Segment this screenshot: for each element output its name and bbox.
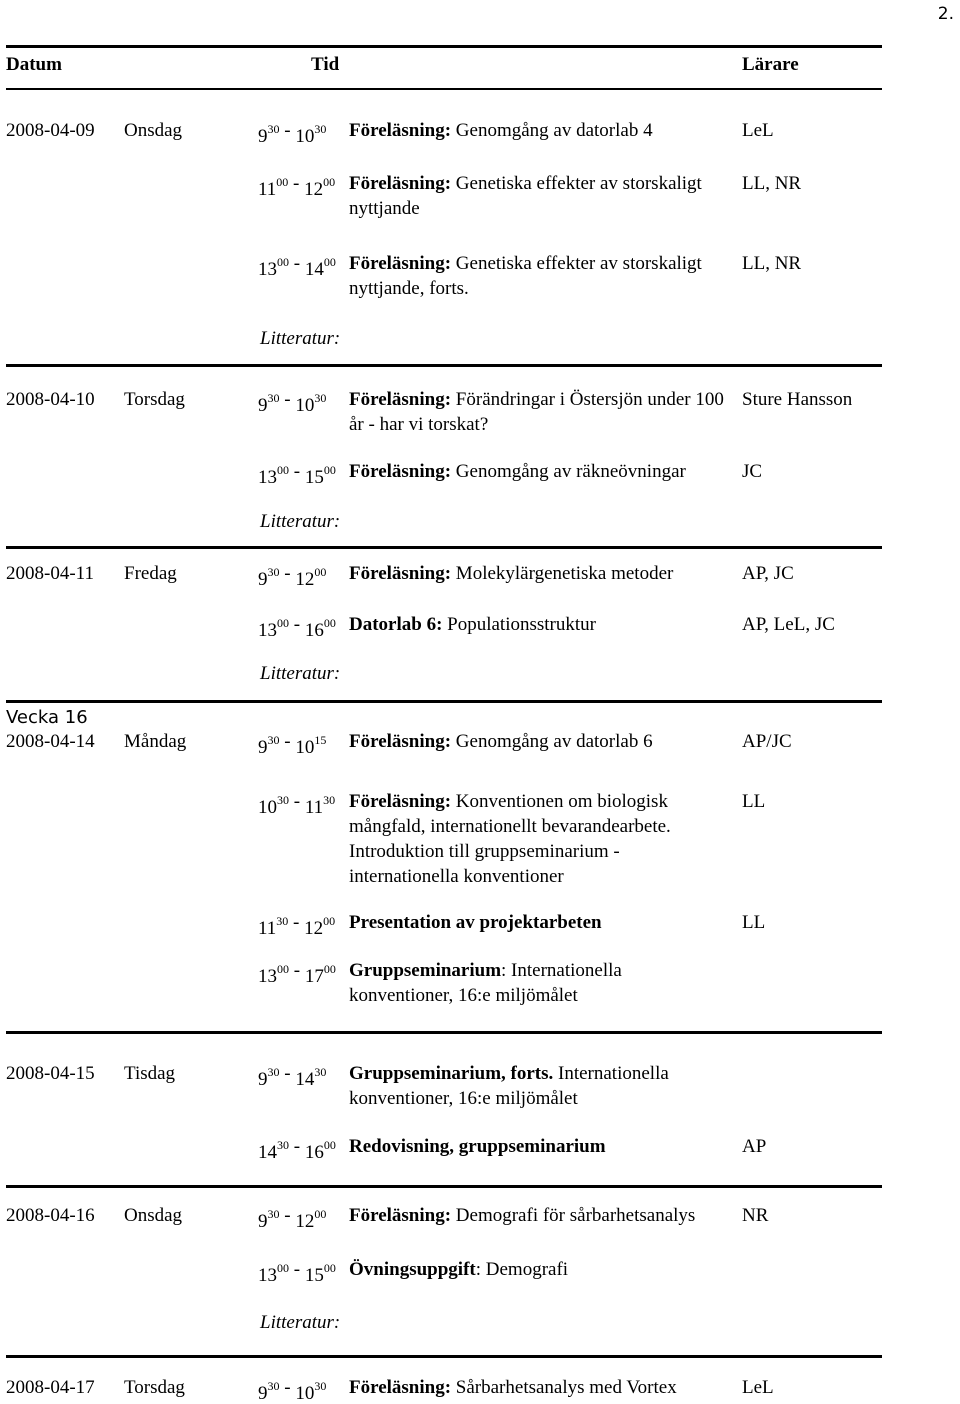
day-weekday: Onsdag	[124, 120, 183, 141]
session-time: $13^{00} - 16^{00}$	[258, 614, 336, 641]
page-number: 2.	[937, 4, 954, 24]
day-divider	[6, 546, 882, 549]
day-weekday: Onsdag	[124, 1205, 183, 1226]
header-top-rule	[6, 45, 882, 48]
session-description: Föreläsning: Förändringar i Östersjön under 100 år - har vi torskat?	[349, 389, 724, 435]
session-description: Föreläsning: Sårbarhetsanalys med Vortex	[349, 1377, 677, 1398]
session-description: Föreläsning: Konventionen om biologisk mångfald, internationellt bevarandearbete. Introduktion till gruppseminarium - internationella konventioner	[349, 791, 671, 887]
session-teacher: LL, NR	[742, 173, 802, 194]
session-time: $9^{30} - 10^{30}$	[258, 120, 327, 147]
session-time: $9^{30} - 10^{30}$	[258, 1377, 327, 1404]
day-divider	[6, 1185, 882, 1188]
session-description: Föreläsning: Genetiska effekter av storskaligt nyttjande, forts.	[349, 253, 702, 299]
session-time: $11^{30} - 12^{00}$	[258, 912, 336, 939]
session-description: Föreläsning: Molekylärgenetiska metoder	[349, 563, 674, 584]
day-weekday: Fredag	[124, 563, 177, 584]
session-time: $9^{30} - 10^{15}$	[258, 731, 327, 758]
day-date: 2008-04-17	[6, 1377, 95, 1398]
session-description: Datorlab 6: Populationsstruktur	[349, 614, 596, 635]
session-time: $13^{00} - 15^{00}$	[258, 1259, 336, 1286]
literature-label: Litteratur:	[260, 328, 341, 349]
session-teacher: LL	[742, 791, 766, 812]
session-teacher: LeL	[742, 1377, 774, 1398]
session-description: Föreläsning: Genomgång av datorlab 4	[349, 120, 653, 141]
day-divider	[6, 700, 882, 703]
literature-label: Litteratur:	[260, 511, 341, 532]
day-divider	[6, 1355, 882, 1358]
session-description: Redovisning, gruppseminarium	[349, 1136, 606, 1157]
header-bottom-rule	[6, 88, 882, 90]
session-teacher: LL, NR	[742, 253, 802, 274]
day-date: 2008-04-11	[6, 563, 94, 584]
header-teacher: Lärare	[742, 54, 799, 75]
header-time: Tid	[311, 54, 340, 75]
session-time: $11^{00} - 12^{00}$	[258, 173, 336, 200]
session-time: $14^{30} - 16^{00}$	[258, 1136, 336, 1163]
session-teacher: LeL	[742, 120, 774, 141]
session-description: Gruppseminarium, forts. Internationella konventioner, 16:e miljömålet	[349, 1063, 669, 1109]
day-weekday: Torsdag	[124, 389, 185, 410]
day-divider	[6, 364, 882, 367]
session-teacher: LL	[742, 912, 766, 933]
day-weekday: Måndag	[124, 731, 187, 752]
session-description: Föreläsning: Demografi för sårbarhetsanalys	[349, 1205, 696, 1226]
session-time: $9^{30} - 14^{30}$	[258, 1063, 327, 1090]
session-teacher: NR	[742, 1205, 769, 1226]
session-description: Presentation av projektarbeten	[349, 912, 602, 933]
session-time: $9^{30} - 10^{30}$	[258, 389, 327, 416]
session-teacher: JC	[742, 461, 763, 482]
session-time: $10^{30} - 11^{30}$	[258, 791, 336, 818]
session-description: Övningsuppgift: Demografi	[349, 1259, 569, 1280]
day-date: 2008-04-16	[6, 1205, 95, 1226]
session-description: Gruppseminarium: Internationella konventioner, 16:e miljömålet	[349, 960, 622, 1006]
session-description: Föreläsning: Genomgång av räkneövningar	[349, 461, 686, 482]
session-description: Föreläsning: Genetiska effekter av storskaligt nyttjande	[349, 173, 702, 219]
day-date: 2008-04-10	[6, 389, 95, 410]
session-teacher: AP, JC	[742, 563, 794, 584]
session-time: $13^{00} - 14^{00}$	[258, 253, 336, 280]
session-teacher: AP, LeL, JC	[742, 614, 835, 635]
header-date: Datum	[6, 54, 62, 75]
session-teacher: AP/JC	[742, 731, 792, 752]
day-date: 2008-04-09	[6, 120, 95, 141]
session-teacher: AP	[742, 1136, 767, 1157]
literature-label: Litteratur:	[260, 663, 341, 684]
day-date: 2008-04-14	[6, 731, 95, 752]
literature-label: Litteratur:	[260, 1312, 341, 1333]
week-label: Vecka 16	[6, 707, 88, 728]
session-time: $13^{00} - 15^{00}$	[258, 461, 336, 488]
day-weekday: Tisdag	[124, 1063, 176, 1084]
session-description: Föreläsning: Genomgång av datorlab 6	[349, 731, 653, 752]
day-date: 2008-04-15	[6, 1063, 95, 1084]
day-weekday: Torsdag	[124, 1377, 185, 1398]
session-time: $13^{00} - 17^{00}$	[258, 960, 336, 987]
day-divider	[6, 1031, 882, 1034]
session-time: $9^{30} - 12^{00}$	[258, 1205, 327, 1232]
session-time: $9^{30} - 12^{00}$	[258, 563, 327, 590]
session-teacher: Sture Hansson	[742, 389, 853, 410]
